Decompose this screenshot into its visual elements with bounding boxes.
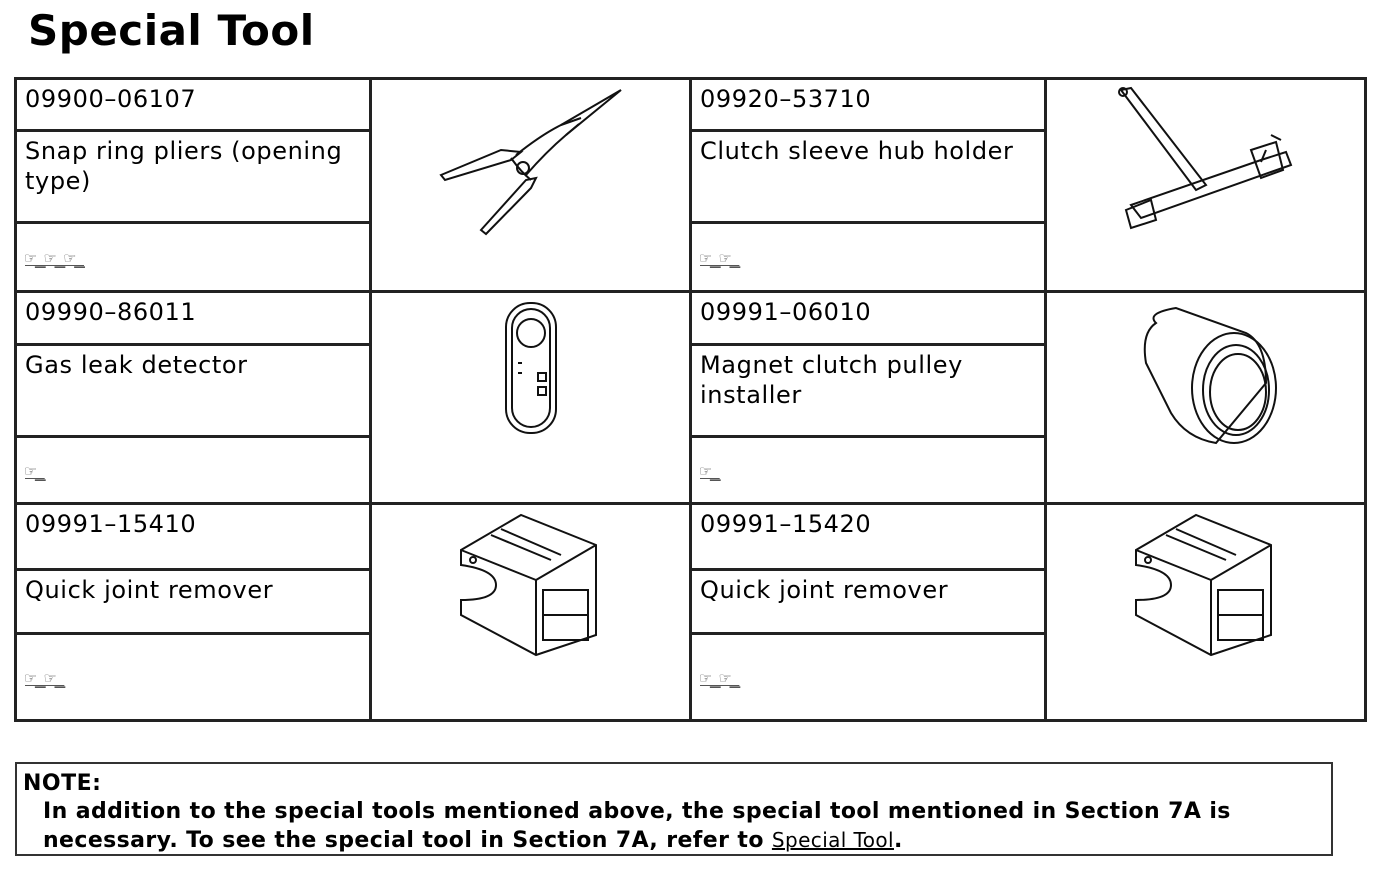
reference-link[interactable]: ☞_☞_ [25, 668, 65, 689]
tool-name: Clutch sleeve hub holder [692, 132, 1044, 224]
tool-info-cell [691, 504, 1046, 721]
tool-info-cell [16, 292, 371, 504]
tool-info-cell [691, 79, 1046, 292]
tool-name: Quick joint remover [17, 571, 369, 635]
tool-image-cell [1046, 79, 1366, 292]
tool-image-cell [1046, 292, 1366, 504]
note-box [15, 762, 1333, 856]
tool-number: 09920–53710 [692, 80, 1044, 132]
reference-link[interactable]: ☞_ [700, 461, 720, 482]
tool-image-cell [1046, 504, 1366, 721]
page-title: Special Tool [28, 6, 315, 55]
tool-number: 09990–86011 [17, 293, 369, 346]
special-tool-table [14, 77, 1367, 722]
quick-joint-remover-icon [451, 505, 611, 665]
special-tool-link[interactable]: Special Tool [771, 828, 894, 852]
tool-info-cell [16, 504, 371, 721]
clutch-sleeve-hub-holder-icon [1111, 80, 1301, 230]
tool-number: 09900–06107 [17, 80, 369, 132]
tool-image-cell [371, 504, 691, 721]
tool-number: 09991–15420 [692, 505, 1044, 571]
note-text: In addition to the special tools mentioned above, the special tool mentioned in Section 7A is necessary. To see the special tool in Section 7A, refer to [43, 799, 1231, 853]
tool-info-cell [16, 79, 371, 292]
tool-name: Snap ring pliers (opening type) [17, 132, 369, 224]
tool-image-cell [371, 79, 691, 292]
note-body [43, 798, 1325, 855]
tool-name: Quick joint remover [692, 571, 1044, 635]
tool-image-cell [371, 292, 691, 504]
gas-leak-detector-icon [486, 293, 576, 443]
note-title: NOTE: [23, 771, 102, 796]
quick-joint-remover-icon [1126, 505, 1286, 665]
reference-link[interactable]: ☞_☞_ [700, 668, 740, 689]
reference-link[interactable]: ☞_☞_ [700, 248, 740, 269]
tool-name: Magnet clutch pulley installer [692, 346, 1044, 438]
note-end: . [893, 828, 903, 853]
snap-ring-pliers-icon [431, 80, 631, 240]
reference-link[interactable]: ☞_☞_☞_ [25, 248, 85, 269]
tool-number: 09991–06010 [692, 293, 1044, 346]
tool-name: Gas leak detector [17, 346, 369, 438]
tool-info-cell [691, 292, 1046, 504]
reference-link[interactable]: ☞_ [25, 461, 45, 482]
pulley-installer-icon [1116, 293, 1296, 453]
tool-number: 09991–15410 [17, 505, 369, 571]
